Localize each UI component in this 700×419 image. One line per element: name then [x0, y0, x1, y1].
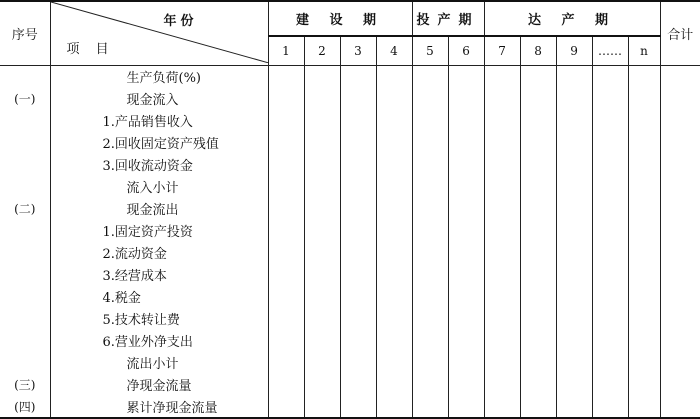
value-cell — [340, 352, 376, 374]
value-cell — [304, 154, 340, 176]
value-cell — [520, 132, 556, 154]
value-cell — [340, 110, 376, 132]
period-header: …… — [592, 36, 628, 66]
value-cell — [520, 264, 556, 286]
value-cell — [268, 220, 304, 242]
value-cell — [592, 352, 628, 374]
value-cell — [556, 330, 592, 352]
value-cell — [484, 330, 520, 352]
value-cell — [520, 396, 556, 418]
value-cell — [520, 154, 556, 176]
row-seq — [0, 308, 50, 330]
value-cell — [304, 110, 340, 132]
value-cell — [556, 352, 592, 374]
value-cell — [484, 308, 520, 330]
row-item-label: 1.固定资产投资 — [102, 225, 193, 240]
total-cell — [660, 66, 700, 88]
value-cell — [268, 66, 304, 88]
value-cell — [304, 176, 340, 198]
row-seq — [0, 330, 50, 352]
row-seq — [0, 242, 50, 264]
value-cell — [376, 396, 412, 418]
value-cell — [304, 88, 340, 110]
value-cell — [340, 220, 376, 242]
period-header: 2 — [304, 36, 340, 66]
row-item — [50, 198, 268, 220]
row-seq — [0, 66, 50, 88]
value-cell — [556, 220, 592, 242]
row-item — [50, 330, 268, 352]
value-cell — [412, 352, 448, 374]
value-cell — [592, 66, 628, 88]
total-cell — [660, 88, 700, 110]
total-cell — [660, 198, 700, 220]
value-cell — [340, 154, 376, 176]
value-cell — [268, 110, 304, 132]
value-cell — [376, 154, 412, 176]
value-cell — [628, 132, 660, 154]
value-cell — [448, 242, 484, 264]
value-cell — [484, 374, 520, 396]
value-cell — [520, 286, 556, 308]
value-cell — [484, 110, 520, 132]
value-cell — [412, 176, 448, 198]
value-cell — [268, 132, 304, 154]
row-item — [50, 154, 268, 176]
row-seq: (一) — [0, 88, 50, 110]
value-cell — [628, 286, 660, 308]
table-row — [0, 330, 700, 352]
value-cell — [376, 132, 412, 154]
value-cell — [448, 374, 484, 396]
value-cell — [268, 374, 304, 396]
row-item-label: 现金流出 — [126, 203, 179, 218]
table-row — [0, 220, 700, 242]
value-cell — [340, 198, 376, 220]
value-cell — [412, 308, 448, 330]
value-cell — [592, 176, 628, 198]
value-cell — [628, 396, 660, 418]
value-cell — [520, 88, 556, 110]
value-cell — [412, 220, 448, 242]
value-cell — [340, 330, 376, 352]
value-cell — [412, 132, 448, 154]
value-cell — [592, 264, 628, 286]
year-item-header — [50, 1, 268, 66]
row-item — [50, 352, 268, 374]
total-cell — [660, 330, 700, 352]
value-cell — [628, 220, 660, 242]
value-cell — [412, 374, 448, 396]
value-cell — [448, 132, 484, 154]
table-row — [0, 264, 700, 286]
value-cell — [376, 352, 412, 374]
table-row — [0, 352, 700, 374]
value-cell — [268, 396, 304, 418]
value-cell — [628, 176, 660, 198]
row-item-label: 累计净现金流量 — [126, 400, 218, 416]
value-cell — [340, 396, 376, 418]
value-cell — [340, 242, 376, 264]
value-cell — [520, 374, 556, 396]
value-cell — [556, 374, 592, 396]
value-cell — [340, 264, 376, 286]
value-cell — [592, 308, 628, 330]
total-cell — [660, 396, 700, 418]
value-cell — [448, 264, 484, 286]
value-cell — [376, 374, 412, 396]
commissioning-period-header: 投产期 — [412, 1, 484, 36]
value-cell — [448, 198, 484, 220]
value-cell — [304, 374, 340, 396]
total-cell — [660, 242, 700, 264]
total-header: 合计 — [660, 1, 700, 66]
value-cell — [628, 66, 660, 88]
value-cell — [556, 286, 592, 308]
value-cell — [520, 308, 556, 330]
total-cell — [660, 110, 700, 132]
row-item-label: 现金流入 — [126, 93, 179, 108]
row-item — [50, 264, 268, 286]
row-seq: (四) — [0, 396, 50, 418]
value-cell — [592, 110, 628, 132]
value-cell — [628, 264, 660, 286]
row-seq — [0, 110, 50, 132]
value-cell — [520, 330, 556, 352]
value-cell — [628, 308, 660, 330]
row-seq — [0, 352, 50, 374]
value-cell — [484, 396, 520, 418]
table-body — [0, 66, 700, 418]
value-cell — [412, 286, 448, 308]
value-cell — [412, 88, 448, 110]
row-item-label: 3.回收流动资金 — [102, 159, 193, 174]
value-cell — [592, 286, 628, 308]
value-cell — [556, 308, 592, 330]
full-production-period-header: 达 产 期 — [484, 1, 660, 36]
value-cell — [376, 330, 412, 352]
total-cell — [660, 374, 700, 396]
value-cell — [376, 286, 412, 308]
row-item — [50, 396, 268, 418]
value-cell — [484, 132, 520, 154]
total-cell — [660, 176, 700, 198]
table-row — [0, 286, 700, 308]
value-cell — [340, 176, 376, 198]
value-cell — [268, 286, 304, 308]
value-cell — [484, 176, 520, 198]
value-cell — [304, 66, 340, 88]
value-cell — [268, 242, 304, 264]
total-cell — [660, 264, 700, 286]
row-item-label: 6.营业外净支出 — [102, 335, 193, 350]
value-cell — [376, 220, 412, 242]
row-item — [50, 66, 268, 88]
row-seq — [0, 264, 50, 286]
row-item — [50, 176, 268, 198]
value-cell — [268, 154, 304, 176]
value-cell — [628, 330, 660, 352]
value-cell — [556, 198, 592, 220]
value-cell — [520, 176, 556, 198]
value-cell — [592, 88, 628, 110]
value-cell — [556, 396, 592, 418]
period-header: 9 — [556, 36, 592, 66]
value-cell — [592, 396, 628, 418]
value-cell — [340, 374, 376, 396]
value-cell — [304, 352, 340, 374]
value-cell — [448, 330, 484, 352]
value-cell — [376, 308, 412, 330]
total-cell — [660, 132, 700, 154]
value-cell — [484, 198, 520, 220]
period-header: 5 — [412, 36, 448, 66]
row-item — [50, 286, 268, 308]
value-cell — [592, 330, 628, 352]
value-cell — [268, 198, 304, 220]
total-cell — [660, 352, 700, 374]
value-cell — [448, 154, 484, 176]
value-cell — [304, 242, 340, 264]
value-cell — [412, 264, 448, 286]
value-cell — [592, 198, 628, 220]
value-cell — [376, 88, 412, 110]
period-header: 4 — [376, 36, 412, 66]
value-cell — [340, 66, 376, 88]
value-cell — [448, 286, 484, 308]
value-cell — [520, 220, 556, 242]
value-cell — [520, 110, 556, 132]
value-cell — [484, 286, 520, 308]
period-header: 7 — [484, 36, 520, 66]
row-item — [50, 88, 268, 110]
value-cell — [340, 88, 376, 110]
value-cell — [556, 88, 592, 110]
row-seq — [0, 220, 50, 242]
value-cell — [340, 308, 376, 330]
value-cell — [376, 198, 412, 220]
row-seq — [0, 132, 50, 154]
value-cell — [628, 242, 660, 264]
value-cell — [304, 198, 340, 220]
period-header: 1 — [268, 36, 304, 66]
value-cell — [592, 220, 628, 242]
value-cell — [628, 352, 660, 374]
row-item — [50, 374, 268, 396]
value-cell — [304, 396, 340, 418]
total-cell — [660, 308, 700, 330]
value-cell — [268, 264, 304, 286]
value-cell — [412, 198, 448, 220]
row-item — [50, 242, 268, 264]
period-header: 6 — [448, 36, 484, 66]
table-row — [0, 396, 700, 418]
table-row — [0, 132, 700, 154]
value-cell — [628, 198, 660, 220]
row-item-label: 3.经营成本 — [102, 269, 167, 284]
period-header: n — [628, 36, 660, 66]
seq-header: 序号 — [0, 1, 50, 66]
value-cell — [304, 264, 340, 286]
value-cell — [520, 66, 556, 88]
value-cell — [484, 66, 520, 88]
row-item-label: 2.流动资金 — [102, 247, 167, 262]
value-cell — [376, 176, 412, 198]
value-cell — [484, 88, 520, 110]
table-row — [0, 88, 700, 110]
value-cell — [628, 110, 660, 132]
value-cell — [448, 176, 484, 198]
value-cell — [268, 352, 304, 374]
value-cell — [340, 286, 376, 308]
value-cell — [628, 374, 660, 396]
row-seq — [0, 176, 50, 198]
value-cell — [556, 132, 592, 154]
value-cell — [412, 396, 448, 418]
table-row — [0, 242, 700, 264]
value-cell — [556, 242, 592, 264]
value-cell — [448, 396, 484, 418]
row-item-label: 5.技术转让费 — [102, 313, 180, 328]
value-cell — [412, 110, 448, 132]
construction-period-header: 建 设 期 — [268, 1, 412, 36]
value-cell — [412, 330, 448, 352]
value-cell — [448, 66, 484, 88]
value-cell — [592, 154, 628, 176]
row-item — [50, 220, 268, 242]
row-item-label: 净现金流量 — [126, 379, 192, 394]
value-cell — [448, 220, 484, 242]
value-cell — [304, 308, 340, 330]
total-cell — [660, 286, 700, 308]
period-header: 3 — [340, 36, 376, 66]
row-item — [50, 308, 268, 330]
row-item-label: 流入小计 — [126, 181, 179, 196]
value-cell — [376, 242, 412, 264]
value-cell — [268, 308, 304, 330]
value-cell — [268, 176, 304, 198]
row-item — [50, 132, 268, 154]
value-cell — [412, 242, 448, 264]
value-cell — [484, 154, 520, 176]
row-item-label: 2.回收固定资产残值 — [102, 137, 219, 152]
row-item — [50, 110, 268, 132]
value-cell — [592, 132, 628, 154]
table-row — [0, 374, 700, 396]
value-cell — [628, 154, 660, 176]
row-seq: (二) — [0, 198, 50, 220]
value-cell — [268, 88, 304, 110]
value-cell — [592, 242, 628, 264]
row-item-label: 流出小计 — [126, 357, 179, 372]
value-cell — [556, 66, 592, 88]
row-item-label: 1.产品销售收入 — [102, 115, 193, 130]
year-label: 年份 — [163, 14, 198, 29]
value-cell — [556, 264, 592, 286]
value-cell — [304, 286, 340, 308]
value-cell — [556, 110, 592, 132]
value-cell — [520, 242, 556, 264]
value-cell — [376, 66, 412, 88]
value-cell — [304, 220, 340, 242]
value-cell — [448, 110, 484, 132]
value-cell — [556, 176, 592, 198]
value-cell — [484, 220, 520, 242]
table-row — [0, 66, 700, 88]
value-cell — [448, 88, 484, 110]
value-cell — [376, 110, 412, 132]
row-item-label: 4.税金 — [102, 291, 141, 306]
value-cell — [304, 132, 340, 154]
value-cell — [592, 374, 628, 396]
value-cell — [628, 88, 660, 110]
period-header: 8 — [520, 36, 556, 66]
row-seq — [0, 286, 50, 308]
value-cell — [340, 132, 376, 154]
value-cell — [520, 198, 556, 220]
total-cell — [660, 154, 700, 176]
table-row — [0, 198, 700, 220]
value-cell — [412, 66, 448, 88]
value-cell — [448, 352, 484, 374]
row-seq — [0, 154, 50, 176]
value-cell — [268, 330, 304, 352]
value-cell — [376, 264, 412, 286]
table-row — [0, 154, 700, 176]
row-seq: (三) — [0, 374, 50, 396]
table-row — [0, 110, 700, 132]
table-row — [0, 308, 700, 330]
value-cell — [484, 242, 520, 264]
table-row — [0, 176, 700, 198]
value-cell — [556, 154, 592, 176]
value-cell — [484, 264, 520, 286]
total-cell — [660, 220, 700, 242]
value-cell — [484, 352, 520, 374]
value-cell — [304, 330, 340, 352]
value-cell — [520, 352, 556, 374]
item-label: 项 目 — [66, 42, 115, 57]
value-cell — [448, 308, 484, 330]
row-item-label: 生产负荷(%) — [126, 71, 201, 87]
value-cell — [412, 154, 448, 176]
